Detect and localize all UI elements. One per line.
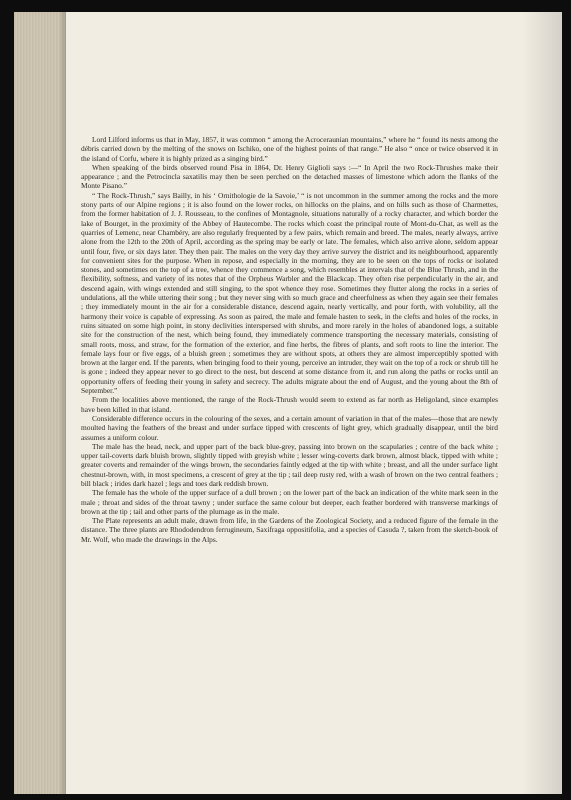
body-text [81, 135, 498, 544]
paragraph-6: The male has the head, neck, and upper part of the back blue-grey, passing into brown on the scapularies ; centre of the back white ; upper tail-coverts dark bluish brown, slightly tipped with greyish white ; lesser wing-coverts dark brown, almost black, tipped with white ; greater coverts and remainder of the wings brown, the secondaries faintly edged at the tip with white ; breast, and all the under surface light chestnut-brown, with, in most specimens, a crescent of grey at the tip ; tail deep rusty red, with a wash of brown on the two central feathers ; bill black ; irides dark hazel ; legs and toes dark reddish brown. [81, 441, 498, 488]
paragraph-2: When speaking of the birds observed round Pisa in 1864, Dr. Henry Giglioli says :—“ In April the two Rock-Thrushes make their appearance ; and the Petrocincla saxatilis may then be seen perched on the detached masses of limestone which adorn the flanks of the Monte Pisano.” [81, 162, 498, 191]
paragraph-4: From the localities above mentioned, the range of the Rock-Thrush would seem to extend as far north as Heligoland, since examples have been killed in that island. [81, 395, 498, 414]
paragraph-5: Considerable difference occurs in the colouring of the sexes, and a certain amount of variation in that of the males—those that are newly moulted having the feathers of the breast and under surface tipped with crescents of light grey, which gradually disappear, until the bird assumes a uniform colour. [81, 413, 498, 442]
paragraph-3: “ The Rock-Thrush,” says Bailly, in his ‘ Ornithologie de la Savoie,’ “ is not uncommon in the summer among the rocks and the more stony parts of our Alpine regions ; it is also found on the lower rocks, on hillocks on the plains, and on hills such as those of Charmettes, from the former habitation of J. J. Rousseau, to the confines of Montagnole, situations naturally of a rocky character, and which border the lake of Bourget, in the proximity of the Abbey of Hautecombe. The rocks which coast the principal route of Mont-du-Chat, as well as the quarries of Lemenc, near Chambéry, are also regularly frequented by a few pairs, which remain and breed. The males, nearly always, arrive alone from the 12th to the 20th of April, according as the spring may be early or late. The females, which also arrive alone, seldom appear until four, five, or six days later. They then pair. The males on the very day they arrive survey the district and its neighbourhood, apparently for convenient sites for the purpose. When in repose, and especially in the morning, they are to be seen on the tops of rocks or isolated stones, and sometimes on the top of a tree, whence they commence a song, which resembles at intervals that of the Blue Thrush, and in the flexibility, softness, and variety of its notes that of the Orpheus Warbler and the Blackcap. They often rise perpendicularly in the air, and descend again, with wings extended and still singing, to the spot whence they rose. Sometimes they flutter along the rocks in a series of undulations, all the while uttering their song ; but they never sing with so much grace and cheerfulness as when they again see their females ; they immediately mount in the air for a considerable distance, descend again, nearly vertically, and pour forth, with volubility, all the harmony their voice is capable of expressing. As soon as paired, the male and female hasten to seek, in the clefts and holes of the rocks, in ruins situated on some high point, in stony declivities interspersed with shrubs, and more rarely in the holes of abandoned logs, a suitable site for the construction of the nest, which being found, they immediately commence transporting the necessary materials, consisting of small roots, moss, and straw, for the formation of the exterior, and fine herbs, the fibres of plants, and soft roots to line the interior. The female lays four or five eggs, of a bluish green ; sometimes they are without spots, at others they are almost imperceptibly spotted with brown at the larger end. If the parents, when bringing food to their young, perceive an intruder, they wait on the top of a rock or shrub till he is gone ; indeed they appear never to go direct to the nest, but descend at some distance from it, and run along the paths or rocks until an opportunity offers of feeding their young in safety and secrecy. The adults migrate about the end of August, and the young about the 8th of September.” [81, 190, 498, 396]
paragraph-1: Lord Lilford informs us that in May, 1857, it was common “ among the Acroceraunian mountains,” where he “ found its nests among the débris carried down by the melting of the snows on Ischiko, one of the highest points of that range.” He also “ once or twice observed it in the island of Corfu, where it is highly prized as a singing bird.” [81, 135, 498, 163]
page-edges [14, 12, 66, 794]
paragraph-7: The female has the whole of the upper surface of a dull brown ; on the lower part of the back an indication of the white mark seen in the male ; throat and sides of the throat tawny ; under surface the same colour but deeper, each feather bordered with transverse markings of brown at the tip ; tail and other parts of the plumage as in the male. [81, 488, 498, 516]
spine-shadow [522, 12, 562, 794]
paragraph-8: The Plate represents an adult male, drawn from life, in the Gardens of the Zoological Society, and a reduced figure of the female in the distance. The three plants are Rhododendron ferrugineum, Saxifraga oppositifolia, and a species of Casuda ?, taken from the sketch-book of Mr. Wolf, who made the drawings in the Alps. [81, 516, 498, 544]
